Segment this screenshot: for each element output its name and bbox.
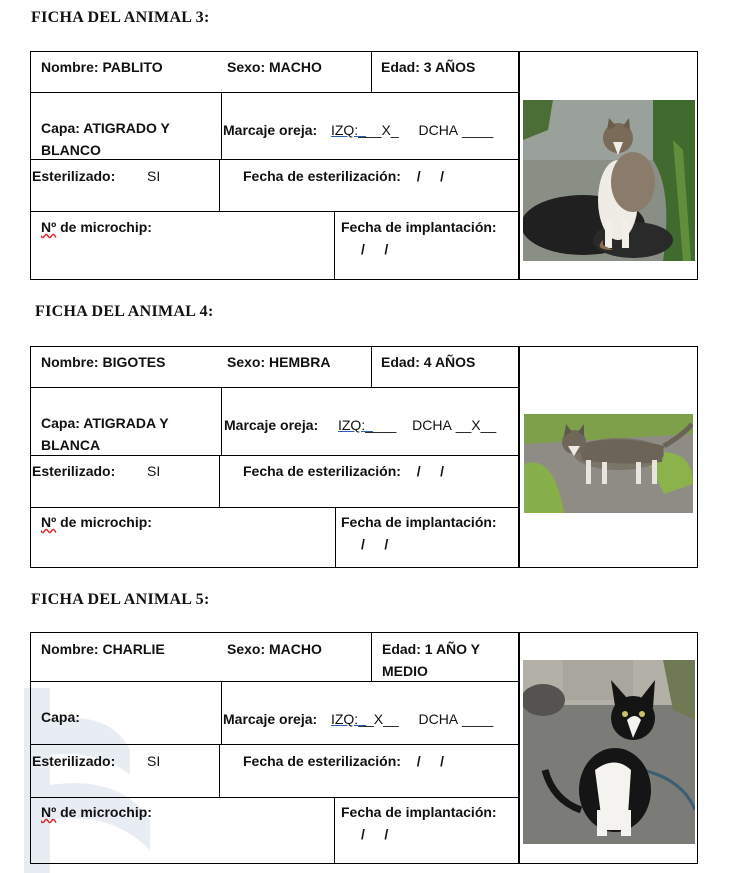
cat-photo bbox=[524, 414, 693, 513]
marcaje-oreja-field: Marcaje oreja: IZQ:__X__ DCHA ____ bbox=[223, 711, 494, 727]
microchip-field: Nº de microchip: bbox=[41, 804, 152, 820]
izq-value: _X__ bbox=[365, 711, 399, 727]
cat-photo bbox=[523, 100, 695, 261]
dcha-label: DCHA bbox=[418, 122, 459, 138]
sexo-field: Sexo: MACHO bbox=[227, 59, 322, 75]
izq-label: IZQ: bbox=[337, 417, 366, 433]
izq-value: __X_ bbox=[365, 122, 399, 138]
edad-value: 4 AÑOS bbox=[423, 354, 476, 370]
edad-field: Edad: 1 AÑO Y MEDIO bbox=[382, 641, 480, 679]
izq-label: IZQ: bbox=[330, 711, 359, 727]
capa-field: Capa: bbox=[41, 709, 80, 725]
fecha-implantacion-field: Fecha de implantación: bbox=[341, 219, 497, 235]
nombre-value: PABLITO bbox=[102, 59, 163, 75]
fecha-implantacion-value: / / bbox=[361, 241, 389, 257]
esterilizado-value: SI bbox=[147, 463, 161, 479]
dcha-label: DCHA bbox=[418, 711, 459, 727]
capa-value: ATIGRADA Y BLANCA bbox=[41, 415, 169, 453]
dcha-value: __X__ bbox=[455, 417, 497, 433]
nombre-value: BIGOTES bbox=[102, 354, 166, 370]
izq-value: ___ bbox=[372, 417, 397, 433]
nombre-value: CHARLIE bbox=[102, 641, 165, 657]
sexo-field: Sexo: HEMBRA bbox=[227, 354, 331, 370]
fecha-esterilizacion-value: / / bbox=[416, 168, 444, 184]
fecha-esterilizacion-field: Fecha de esterilización: / / bbox=[243, 463, 444, 479]
esterilizado-value: SI bbox=[147, 753, 161, 769]
fecha-implantacion-value: / / bbox=[361, 826, 389, 842]
microchip-field: Nº de microchip: bbox=[41, 219, 152, 235]
fecha-implantacion-field: Fecha de implantación: bbox=[341, 804, 497, 820]
marcaje-oreja-field: Marcaje oreja: IZQ:___X_ DCHA ____ bbox=[223, 122, 494, 138]
animal-card-3 bbox=[30, 51, 698, 280]
dcha-value: ____ bbox=[462, 122, 494, 138]
edad-field: Edad: 3 AÑOS bbox=[381, 59, 476, 75]
esterilizado-field: Esterilizado: SI bbox=[32, 463, 161, 479]
nombre-field: Nombre: PABLITO bbox=[41, 59, 163, 75]
card-title: FICHA DEL ANIMAL 4: bbox=[35, 303, 214, 320]
sexo-value: MACHO bbox=[269, 59, 322, 75]
capa-value: ATIGRADO Y BLANCO bbox=[41, 120, 170, 158]
edad-field: Edad: 4 AÑOS bbox=[381, 354, 476, 370]
capa-field: Capa: ATIGRADO Y BLANCO bbox=[41, 120, 170, 158]
dcha-label: DCHA bbox=[412, 417, 452, 433]
card-title: FICHA DEL ANIMAL 5: bbox=[31, 591, 210, 608]
edad-value: 3 AÑOS bbox=[423, 59, 476, 75]
esterilizado-field: Esterilizado: SI bbox=[32, 753, 161, 769]
sexo-value: HEMBRA bbox=[269, 354, 331, 370]
nombre-field: Nombre: CHARLIE bbox=[41, 641, 165, 657]
fecha-implantacion-field: Fecha de implantación: bbox=[341, 514, 497, 530]
sexo-value: MACHO bbox=[269, 641, 322, 657]
fecha-esterilizacion-value: / / bbox=[416, 753, 444, 769]
fecha-esterilizacion-field: Fecha de esterilización: / / bbox=[243, 168, 444, 184]
fecha-implantacion-value: / / bbox=[361, 536, 389, 552]
esterilizado-field: Esterilizado: SI bbox=[32, 168, 161, 184]
fecha-esterilizacion-field: Fecha de esterilización: / / bbox=[243, 753, 444, 769]
fecha-esterilizacion-value: / / bbox=[416, 463, 444, 479]
animal-card-5 bbox=[30, 632, 698, 864]
nombre-field: Nombre: BIGOTES bbox=[41, 354, 166, 370]
microchip-field: Nº de microchip: bbox=[41, 514, 152, 530]
sexo-field: Sexo: MACHO bbox=[227, 641, 322, 657]
marcaje-oreja-field: Marcaje oreja: IZQ:____ DCHA __X__ bbox=[224, 417, 497, 433]
edad-value: 1 AÑO Y MEDIO bbox=[382, 641, 480, 679]
cat-photo bbox=[523, 660, 695, 844]
capa-field: Capa: ATIGRADA Y BLANCA bbox=[41, 415, 169, 453]
dcha-value: ____ bbox=[462, 711, 494, 727]
card-title: FICHA DEL ANIMAL 3: bbox=[31, 9, 210, 26]
izq-label: IZQ: bbox=[330, 122, 359, 138]
animal-card-4 bbox=[30, 346, 698, 568]
esterilizado-value: SI bbox=[147, 168, 161, 184]
